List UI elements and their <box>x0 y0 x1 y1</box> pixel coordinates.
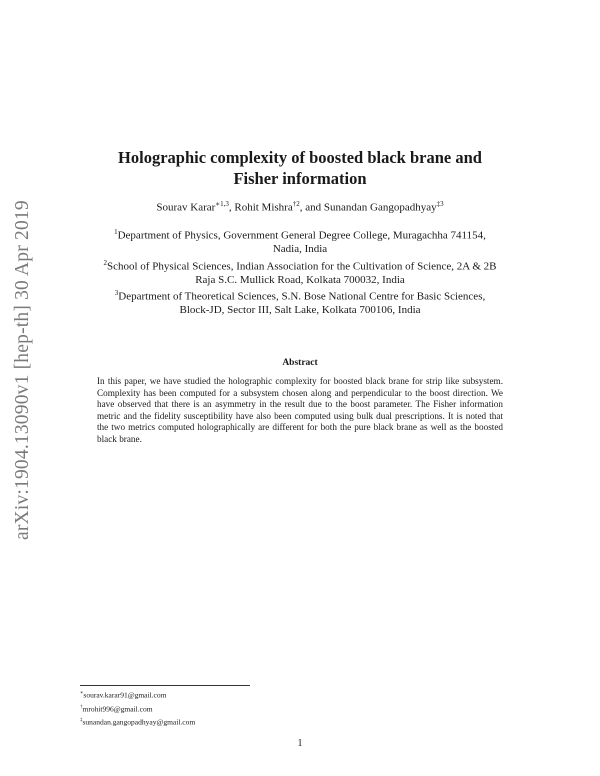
affiliation-1-cont: Nadia, India <box>272 243 328 256</box>
affiliation-3 <box>88 287 512 304</box>
affiliation-2 <box>88 257 512 274</box>
footnote-mark: ‡ <box>80 718 83 723</box>
affiliation-text: School of Physical Sciences, Indian Association for the Cultivation of Science, 2A & 2B <box>106 260 497 273</box>
footnote-mark: ∗ <box>80 691 84 696</box>
author-name: Sourav Karar <box>156 201 216 214</box>
author-mark: †2 <box>292 200 300 208</box>
affiliations <box>88 226 512 318</box>
affiliation-3-cont: Block-JD, Sector III, Salt Lake, Kolkata 700106, India <box>179 304 421 317</box>
affiliation-number: 2 <box>103 258 107 267</box>
abstract-text: In this paper, we have studied the holographic complexity for boosted black brane for strip like subsystem. Complexity has been computed for a subsystem chosen along and perpendicular to the boost direction. We have observed that there is an asymmetry in the result due to the boost parameter. The Fisher information metric and the fidelity susceptibility have also been computed using bulk dual prescriptions. It is noted that the two metrics computed holographically are different for both the pure black brane as well as the boosted black brane. <box>97 376 503 444</box>
author-separator: , <box>228 201 235 214</box>
author-name: Sunandan Gangopadhyay <box>323 201 437 214</box>
abstract-heading: Abstract <box>282 358 318 368</box>
page-number: 1 <box>297 738 303 749</box>
footnote-email: sunandan.gangopadhyay@gmail.com <box>82 717 196 727</box>
author-mark: ∗1,3 <box>215 200 229 208</box>
footnote-rule <box>80 685 250 686</box>
paper-title <box>60 147 540 189</box>
arxiv-identifier: arXiv:1904.13090v1 [hep-th] 30 Apr 2019 <box>12 200 33 540</box>
footnote-mark: † <box>80 704 83 710</box>
footnote <box>80 702 195 716</box>
author-mark: ‡3 <box>436 200 444 208</box>
affiliation-text: Department of Theoretical Sciences, S.N. Bose National Centre for Basic Sciences, <box>118 290 486 303</box>
footnote-email: sourav.karar91@gmail.com <box>83 690 167 700</box>
author-name: Rohit Mishra <box>234 201 293 214</box>
footnote-email: mrohit996@gmail.com <box>82 704 153 713</box>
affiliation-number: 1 <box>114 228 118 236</box>
footnote <box>80 715 195 729</box>
author-separator: , and <box>299 201 324 214</box>
affiliation-2-cont: Raja S.C. Mullick Road, Kolkata 700032, India <box>195 273 405 286</box>
footnotes <box>80 688 195 729</box>
affiliation-1 <box>88 226 512 243</box>
author-list <box>60 200 540 214</box>
title-line-2: Fisher information <box>233 169 367 188</box>
affiliation-text: Department of Physics, Government General Degree College, Muragachha 741154, <box>117 229 486 242</box>
title-line-1: Holographic complexity of boosted black brane and <box>118 148 482 167</box>
footnote <box>80 688 195 702</box>
affiliation-number: 3 <box>114 289 119 298</box>
